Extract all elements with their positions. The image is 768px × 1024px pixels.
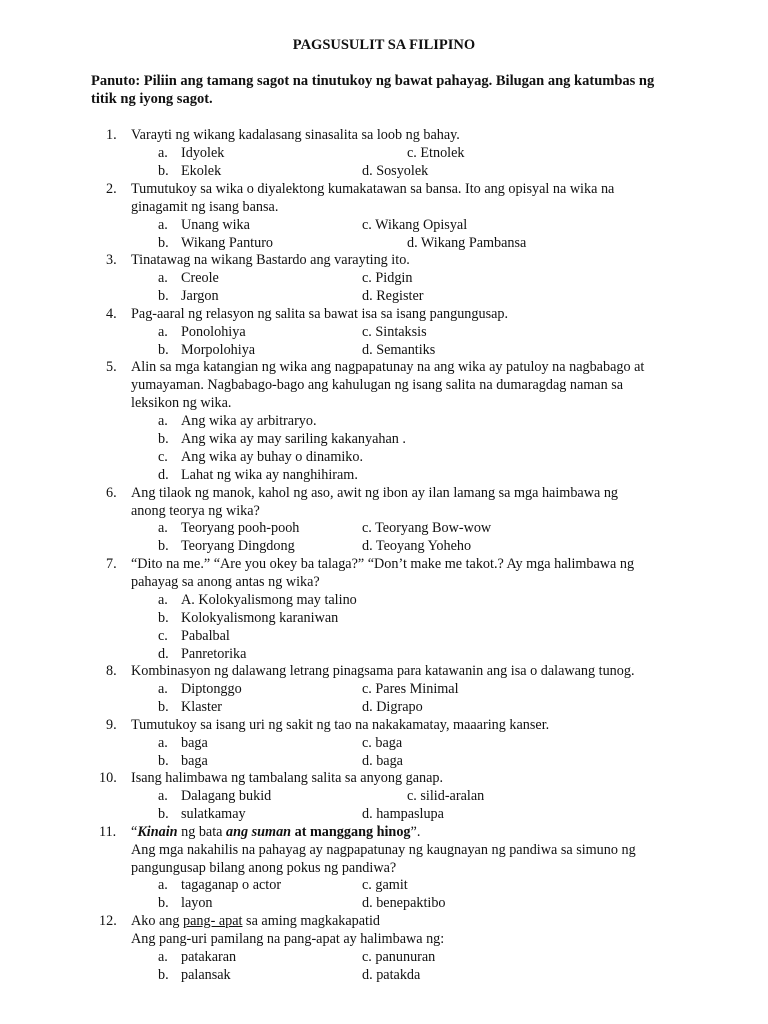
question-text: yumayaman. Nagbabago-bago ang kahulugan ng isang salita na dumaragdag naman sa xyxy=(131,377,624,393)
option-c: c. baga xyxy=(362,735,403,751)
option-letter: b. xyxy=(158,288,169,304)
option-letter: c. xyxy=(158,449,168,465)
emphasis-ang-suman: ang suman xyxy=(226,824,292,840)
option-d: d. Teoyang Yoheho xyxy=(362,538,472,554)
option-letter: b. xyxy=(158,163,169,179)
option-letter: a. xyxy=(158,324,168,340)
question-text: Isang halimbawa ng tambalang salita sa anyong ganap. xyxy=(131,770,444,786)
option-letter: a. xyxy=(158,592,168,608)
question-text: leksikon ng wika. xyxy=(131,395,232,411)
option-letter: c. xyxy=(158,628,168,644)
option-b: baga xyxy=(181,753,208,769)
option-letter: a. xyxy=(158,413,168,429)
option-d: d. Wikang Pambansa xyxy=(407,235,527,251)
question-text: Ang pang-uri pamilang na pang-apat ay halimbawa ng: xyxy=(131,931,445,947)
option-a: A. Kolokyalismong may talino xyxy=(181,592,357,608)
option-c: c. panunuran xyxy=(362,949,436,965)
option-c: Ang wika ay buhay o dinamiko. xyxy=(181,449,364,465)
question-text: Ang tilaok ng manok, kahol ng aso, awit ng ibon ay ilan lamang sa mga haimbawa ng xyxy=(131,485,619,501)
option-letter: b. xyxy=(158,967,169,983)
option-letter: a. xyxy=(158,520,168,536)
question-text: pangungusap bilang anong pokus ng pandiwa? xyxy=(131,860,397,876)
option-a: patakaran xyxy=(181,949,237,965)
option-letter: a. xyxy=(158,788,168,804)
underlined-word: pang- apat xyxy=(183,913,243,929)
option-d: d. hampaslupa xyxy=(362,806,444,822)
question-number: 2. xyxy=(106,181,117,197)
option-letter: d. xyxy=(158,467,169,483)
option-d: d. Semantiks xyxy=(362,342,436,358)
open-quote: “ xyxy=(131,824,138,840)
question-text: Ang mga nakahilis na pahayag ay nagpapatunay ng kaugnayan ng pandiwa sa simuno ng xyxy=(131,842,636,858)
question-text: Tumutukoy sa wika o diyalektong kumakatawan sa bansa. Ito ang opisyal na wika na xyxy=(131,181,615,197)
option-a: Unang wika xyxy=(181,217,250,233)
option-letter: b. xyxy=(158,806,169,822)
option-d: d. Register xyxy=(362,288,424,304)
option-letter: a. xyxy=(158,949,168,965)
option-letter: b. xyxy=(158,610,169,626)
option-a: baga xyxy=(181,735,208,751)
question-text: “Dito na me.” “Are you okey ba talaga?” “Don’t make me takot.? Ay mga halimbawa ng xyxy=(131,556,635,572)
question-number: 1. xyxy=(106,127,117,143)
option-c: c. gamit xyxy=(362,877,408,893)
option-letter: b. xyxy=(158,342,169,358)
option-b: Ekolek xyxy=(181,163,222,179)
option-c: c. Teoryang Bow-wow xyxy=(362,520,492,536)
option-b: Jargon xyxy=(181,288,219,304)
question-sentence xyxy=(131,912,380,930)
option-letter: a. xyxy=(158,735,168,751)
option-c: Pabalbal xyxy=(181,628,230,644)
option-letter: a. xyxy=(158,877,168,893)
option-letter: a. xyxy=(158,270,168,286)
sentence-part: sa aming magkakapatid xyxy=(242,913,380,929)
option-b: sulatkamay xyxy=(181,806,246,822)
question-text: ginagamit ng isang bansa. xyxy=(131,199,279,215)
option-c: c. Pidgin xyxy=(362,270,413,286)
option-c: c. Sintaksis xyxy=(362,324,427,340)
question-number: 5. xyxy=(106,359,117,375)
option-letter: a. xyxy=(158,681,168,697)
option-letter: b. xyxy=(158,895,169,911)
instructions xyxy=(91,72,691,108)
option-b: Wikang Panturo xyxy=(181,235,274,251)
question-number: 3. xyxy=(106,252,117,268)
page-title: PAGSUSULIT SA FILIPINO xyxy=(292,37,476,53)
option-a: Ang wika ay arbitraryo. xyxy=(181,413,317,429)
instructions-line-1: Panuto: Piliin ang tamang sagot na tinutukoy ng bawat pahayag. Bilugan ang katumbas ng xyxy=(91,73,655,89)
question-text: Alin sa mga katangian ng wika ang nagpapatunay na ang wika ay patuloy na nagbabago at xyxy=(131,359,645,375)
option-b: Teoryang Dingdong xyxy=(181,538,295,554)
option-a: Dalagang bukid xyxy=(181,788,272,804)
option-letter: a. xyxy=(158,145,168,161)
option-a: Creole xyxy=(181,270,219,286)
question-text: Tumutukoy sa isang uri ng sakit ng tao na nakakamatay, maaaring kanser. xyxy=(131,717,550,733)
option-a: tagaganap o actor xyxy=(181,877,282,893)
option-b: Kolokyalismong karaniwan xyxy=(181,610,339,626)
option-b: Morpolohiya xyxy=(181,342,256,358)
question-number: 8. xyxy=(106,663,117,679)
option-a: Teoryang pooh-pooh xyxy=(181,520,300,536)
option-d: d. Sosyolek xyxy=(362,163,429,179)
option-b: palansak xyxy=(181,967,231,983)
option-d: Lahat ng wika ay nanghihiram. xyxy=(181,467,358,483)
question-number: 9. xyxy=(106,717,117,733)
question-number: 12. xyxy=(99,913,117,929)
question-number: 7. xyxy=(106,556,117,572)
option-d: d. patakda xyxy=(362,967,421,983)
option-letter: b. xyxy=(158,538,169,554)
option-b: Ang wika ay may sariling kakanyahan . xyxy=(181,431,406,447)
option-c: c. Etnolek xyxy=(407,145,465,161)
option-c: c. Wikang Opisyal xyxy=(362,217,468,233)
sentence-bold-part: at manggang hinog xyxy=(291,824,411,840)
option-letter: d. xyxy=(158,646,169,662)
option-b: layon xyxy=(181,895,213,911)
option-letter: a. xyxy=(158,217,168,233)
option-letter: b. xyxy=(158,753,169,769)
option-d: Panretorika xyxy=(181,646,247,662)
question-text: Tinatawag na wikang Bastardo ang varayting ito. xyxy=(131,252,410,268)
question-text: pahayag sa anong antas ng wika? xyxy=(131,574,320,590)
question-text: Pag-aaral ng relasyon ng salita sa bawat isa sa isang pangungusap. xyxy=(131,306,509,322)
option-a: Diptonggo xyxy=(181,681,242,697)
option-c: c. Pares Minimal xyxy=(362,681,459,697)
close-quote: ”. xyxy=(410,824,421,840)
instructions-line-2: titik ng iyong sagot. xyxy=(91,91,213,107)
question-number: 10. xyxy=(99,770,117,786)
sentence-part: ng bata xyxy=(177,824,227,840)
question-number: 6. xyxy=(106,485,117,501)
question-text: anong teorya ng wika? xyxy=(131,503,260,519)
option-d: d. Digrapo xyxy=(362,699,423,715)
question-text: Kombinasyon ng dalawang letrang pinagsama para katawanin ang isa o dalawang tunog. xyxy=(131,663,635,679)
question-number: 4. xyxy=(106,306,117,322)
option-c: c. silid-aralan xyxy=(407,788,485,804)
emphasis-kinain: Kinain xyxy=(137,824,178,840)
option-letter: b. xyxy=(158,699,169,715)
option-letter: b. xyxy=(158,235,169,251)
sentence-part: Ako ang xyxy=(131,913,184,929)
option-d: d. baga xyxy=(362,753,403,769)
option-a: Idyolek xyxy=(181,145,225,161)
question-number: 11. xyxy=(99,824,117,840)
option-letter: b. xyxy=(158,431,169,447)
option-a: Ponolohiya xyxy=(181,324,246,340)
question-text: Varayti ng wikang kadalasang sinasalita sa loob ng bahay. xyxy=(131,127,460,143)
question-sentence xyxy=(131,823,420,841)
option-d: d. benepaktibo xyxy=(362,895,446,911)
option-b: Klaster xyxy=(181,699,222,715)
